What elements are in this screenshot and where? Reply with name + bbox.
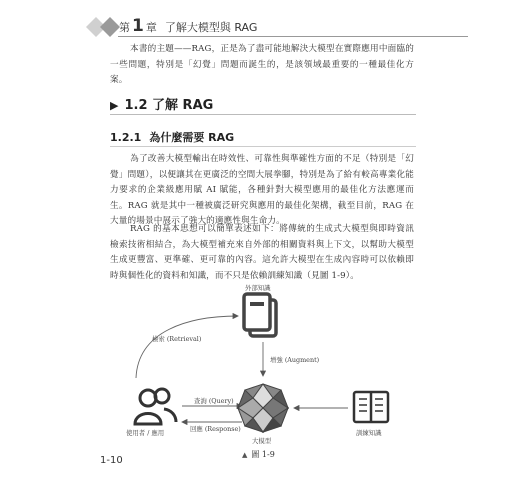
- subsection-rule: [110, 146, 416, 147]
- section-number: 1.2: [124, 98, 148, 113]
- body-paragraph-2-text: RAG 的基本思想可以簡單表述如下：將傳統的生成式大模型與即時資訊檢索技術相結合，為大模型補充來自外部的相關資料與上下文，以幫助大模型生成更豐富、更準確、更可靠的內容。這允許大模型在生成內容時可以依賴即時與個性化的資料和知識，而不只是依賴訓練知識（見圖 1-9）。: [110, 224, 414, 281]
- caption-marker-icon: ▲: [242, 451, 248, 459]
- figure-caption: [242, 449, 275, 460]
- user-icon: [135, 389, 176, 424]
- page-number: 1-10: [100, 455, 123, 466]
- section-marker-icon: ▶: [110, 99, 119, 112]
- training-knowledge-label: 訓練知識: [356, 429, 382, 437]
- llm-label: 大模型: [252, 437, 272, 445]
- chapter-number: 1: [132, 16, 144, 36]
- section-rule: [110, 114, 416, 115]
- figure-caption-text: 圖 1-9: [251, 450, 275, 459]
- retrieval-arrow: [136, 316, 238, 378]
- rag-diagram: [118, 286, 408, 446]
- training-knowledge-icon: [354, 392, 388, 422]
- body-paragraph-1-text: 為了改善大模型輸出在時效性、可靠性與準確性方面的不足（特別是「幻覺」問題），以便讓其在更廣泛的空間大展拳腳，特別是為了給有較高專業化能力要求的企業級應用賦 AI 賦能，各種針對大模型應用的最佳化方法應運而生。RAG 就是其中一種被廣泛研究與應用的最佳化架構，截至目前，RAG 在大量的場景中展示了強大的適應性與生命力。: [110, 154, 414, 226]
- chapter-prefix: 第: [119, 21, 130, 34]
- augment-label: 增強 (Augment): [270, 356, 320, 364]
- retrieval-label: 檢索 (Retrieval): [152, 335, 202, 343]
- subsection-heading: [110, 129, 234, 145]
- intro-paragraph-text: 本書的主題——RAG，正是為了盡可能地解決大模型在實際應用中面臨的一些問題，特別是「幻覺」問題而誕生的，是該領域最重要的一種最佳化方案。: [110, 44, 414, 85]
- rag-diagram-graphics: [118, 286, 408, 446]
- section-title: 了解 RAG: [152, 98, 214, 113]
- user-label: 使用者 / 應用: [126, 429, 165, 437]
- external-knowledge-label: 外部知識: [245, 284, 271, 292]
- intro-paragraph: [110, 42, 414, 89]
- header-rule: [118, 36, 468, 37]
- external-knowledge-icon: [244, 294, 276, 336]
- llm-sphere-icon: [238, 384, 288, 432]
- chapter-title: 了解大模型與 RAG: [164, 21, 258, 34]
- subsection-number: 1.2.1: [110, 131, 142, 144]
- subsection-title: 為什麼需要 RAG: [149, 131, 235, 144]
- response-label: 回應 (Response): [190, 425, 241, 433]
- chapter-suffix: 章: [145, 21, 157, 34]
- section-heading: [110, 94, 213, 113]
- body-paragraph-1: [110, 152, 414, 230]
- body-paragraph-2: [110, 222, 414, 284]
- chapter-header: [119, 16, 257, 36]
- query-label: 查詢 (Query): [194, 397, 234, 405]
